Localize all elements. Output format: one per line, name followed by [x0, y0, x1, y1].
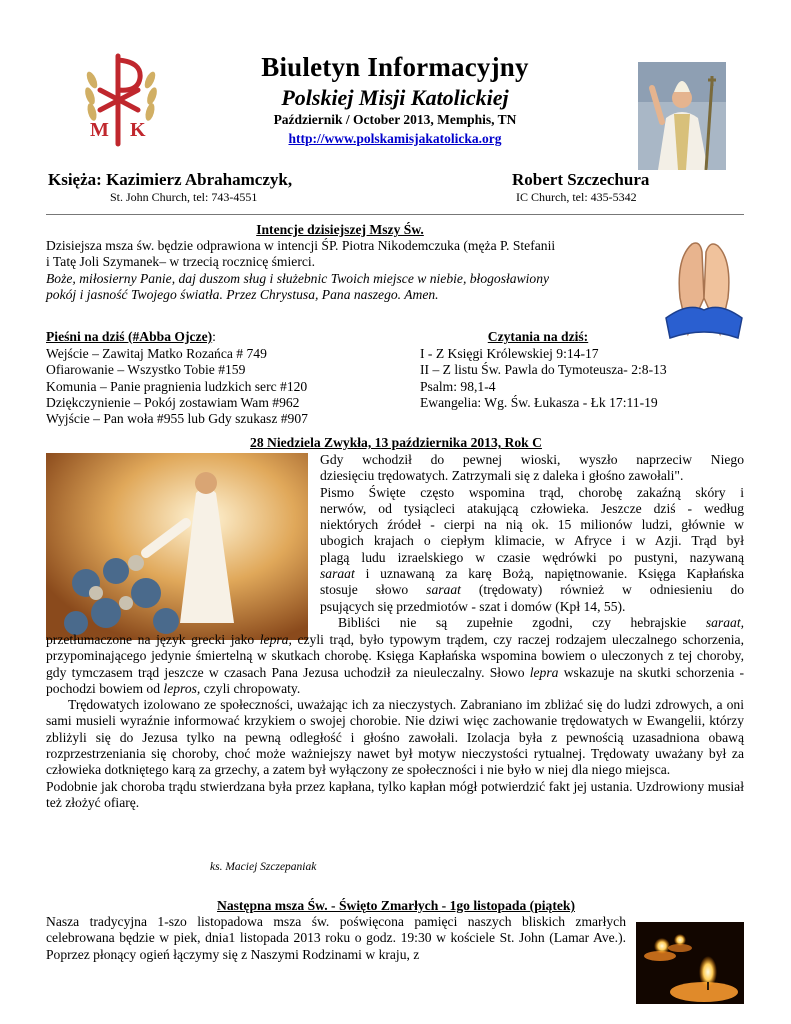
priest-second-name: Robert Szczechura: [512, 170, 650, 189]
paragraph-run: czyli chropowaty.: [200, 680, 301, 696]
intentions-line: Dzisiejsza msza św. będzie odprawiona w intencji ŚP. Piotra Nikodemczuka (męża P. Stefanii: [46, 238, 556, 253]
saraat-term: saraat: [320, 566, 355, 582]
sunday-column-text: [320, 452, 744, 631]
column-line: dziesięciu trędowatych. Zatrzymali się z daleka i głośno zawołali".: [320, 468, 684, 484]
author-signature: ks. Maciej Szczepaniak: [210, 861, 317, 873]
song-item: Komunia – Panie pragnienia ludzkich serc #120: [46, 378, 308, 394]
pmk-logo: [80, 50, 162, 150]
reading-item: I - Z Księgi Królewskiej 9:14-17: [420, 346, 599, 361]
column-line: Gdy wchodził do pewnej wioski, wyszło naprzeciw Niego: [320, 452, 744, 467]
saraat-term: saraat,: [705, 614, 744, 630]
priest-first-name: Księża: Kazimierz Abrahamczyk,: [48, 170, 293, 189]
priest-second-church: IC Church, tel: 435-5342: [516, 190, 637, 204]
saraat-term: saraat: [426, 582, 461, 598]
candles-photo: [636, 922, 744, 1004]
readings-list: [420, 346, 667, 411]
song-item: Wyjście – Pan woła #955 lub Gdy szukasz #907: [46, 411, 308, 427]
column-line: [320, 566, 744, 582]
column-text-run: Bibliści nie są zupełnie zgodni, czy hebrajskie: [338, 614, 706, 630]
column-line: niektórych źródeł - cierpi na nią ok. 15 milionów ludzi, głównie w: [320, 517, 744, 533]
song-item: Wejście – Zawitaj Matko Rozańca # 749: [46, 346, 267, 361]
lepra-term: lepra,: [259, 632, 292, 647]
pope-photo: [638, 62, 726, 170]
column-text-run: stosuje słowo: [320, 582, 427, 598]
bulletin-subtitle: Polskiej Misji Katolickiej: [281, 85, 509, 110]
paragraph-run: wskazuje na skutki schorzenia - pochodzi bowiem od: [46, 664, 745, 696]
intentions-line: i Tatę Joli Szymanek– w trzecią rocznicę śmierci.: [46, 254, 316, 270]
prayer-line: pokój i jasność Twojego światła. Przez Chrystusa, Pana naszego. Amen.: [46, 286, 439, 302]
website-link[interactable]: http://www.polskamisjakatolicka.org: [288, 131, 502, 146]
column-text-run: i uznawaną za karę Bożą, napiętnowanie. Księga Kapłańska: [354, 566, 744, 582]
next-mass-heading: Następna msza Św. - Święto Zmarłych - 1go listopada (piątek): [217, 898, 575, 913]
column-line: [320, 615, 744, 631]
dateline: Październik / October 2013, Memphis, TN: [273, 112, 517, 127]
paragraph-run: przetłumaczone na język grecki jako: [46, 632, 260, 647]
column-text-run: (trędowaty) również w odniesieniu do: [460, 582, 744, 598]
songs-heading-colon: :: [212, 329, 216, 344]
sunday-heading: 28 Niedziela Zwykła, 13 października 2013, Rok C: [250, 435, 542, 450]
jesus-healing-painting: [46, 453, 308, 640]
priest-first-church: St. John Church, tel: 743-4551: [110, 190, 258, 204]
song-item: Dziękczynienie – Pokój zostawiam Wam #962: [46, 394, 300, 410]
column-line: [320, 582, 744, 598]
svg-text:K: K: [130, 119, 146, 141]
svg-text:M: M: [90, 119, 109, 141]
songs-heading-text: Pieśni na dziś (#Abba Ojcze): [46, 329, 213, 344]
reading-item: Ewangelia: Wg. Św. Łukasza - Łk 17:11-19: [420, 394, 658, 410]
paragraph-run: czyli trąd, było typowym trądem, czy raczej rodzajem uleczalnego schorzenia, przypominającego jedynie śmiertelną w skutkach chorobę. Księga Kapłańska wspomina bowiem o uleczonych z tej choroby, gdy tymczasem trąd jeszcze w czasach Pana Jezusa uchodził za nieuleczalny. Słowo: [46, 632, 744, 680]
next-mass-text: Nasza tradycyjna 1-szo listopadowa msza św. poświęcona pamięci naszych bliskich zmarłych celebrowana będzie w piek, dnia1 listopada 2013 roku o godz. 19:30 w kościele St. John (Lamar Ave.). Poprzez płonący ogień łączymy się z Naszymi Rodzinami w kraju, z: [46, 914, 626, 962]
paragraph: [46, 632, 744, 697]
column-line: nerwów, od tysiącleci atakującą człowieka. Jeszcze dziś - według: [320, 500, 744, 516]
songs-list: [46, 346, 308, 427]
reading-item: Psalm: 98,1-4: [420, 378, 496, 394]
lepra-term: lepra: [529, 664, 559, 680]
songs-heading: [46, 329, 216, 345]
column-line: psujących się przedmiotów - szat i domów (Kpł 14, 55).: [320, 598, 626, 614]
readings-heading: Czytania na dziś:: [487, 329, 589, 344]
sunday-full-text: [46, 632, 744, 811]
paragraph: Trędowatych izolowano ze społeczności, uważając ich za nieczystych. Zabraniano im zbliżać się do ludzi zdrowych, a oni sami musieli wyraźnie informować krzykiem o swojej chorobie. Nie dziwi więc zachowanie trędowatych w Ewangelii, którzy zbliżyli się do Jezusa tylko na pewną odległość i głośno zawołali. Izolacja była z pewnością uzasadniona obawą rozprzestrzeniania się choroby, choć może ważniejszy nawet był motyw nieczystości rytualnej. Trędowaty uważany był za człowieka dotkniętego karą za grzechy, a zatem był wyłączony ze społeczności i nie było w niej dla niego miejsca.: [46, 697, 744, 778]
lepros-term: lepros,: [163, 680, 201, 696]
bulletin-title: Biuletyn Informacyjny: [261, 52, 529, 82]
paragraph: Podobnie jak choroba trądu stwierdzana była przez kapłana, tylko kapłan mógł potwierdzić fakt jej ustania. Uzdrowiony musiał też złożyć ofiarę.: [46, 778, 744, 810]
column-line: ubogich krajach o ciepłym klimacie, w Afryce i w Azji. Trąd był: [320, 533, 744, 549]
praying-hands: [658, 238, 746, 340]
song-item: Ofiarowanie – Wszystko Tobie #159: [46, 362, 246, 378]
reading-item: II – Z listu Św. Pawla do Tymoteusza- 2:8-13: [420, 362, 667, 378]
divider-rule: [46, 214, 744, 215]
column-line: Pismo Święte często wspomina trąd, chorobę zakaźną skóry i: [320, 484, 744, 500]
intentions-body: [46, 238, 646, 303]
column-line: plagą ludu izraelskiego w czasie wędrówki po pustyni, nazywaną: [320, 549, 744, 565]
prayer-line: Boże, miłosierny Panie, daj duszom sług i służebnic Twoich miejsce w niebie, błogosławiony: [46, 270, 550, 286]
intentions-heading: Intencje dzisiejszej Mszy Św.: [256, 222, 424, 237]
